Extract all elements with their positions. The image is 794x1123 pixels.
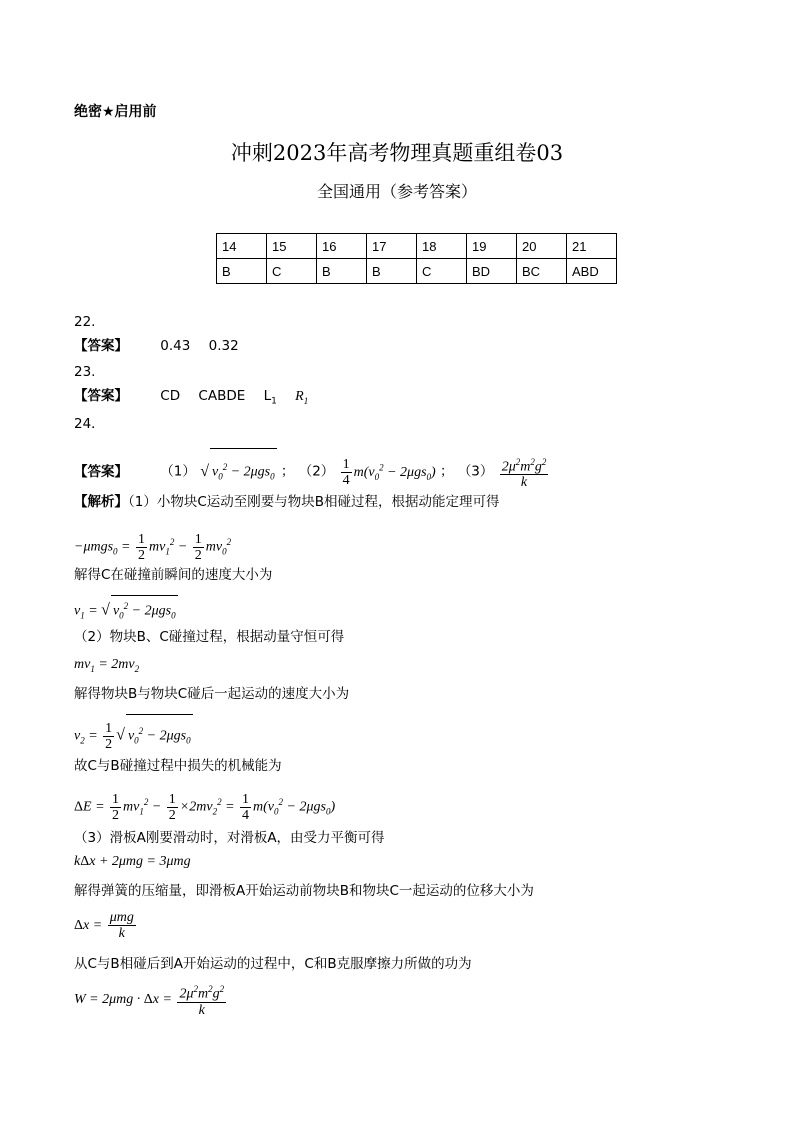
analysis-text: 从C与B相碰后到A开始运动的过程中，C和B克服摩擦力所做的功为 [74, 956, 472, 972]
q22-answer [74, 336, 239, 356]
page-title: 冲刺2023年高考物理真题重组卷03 [230, 141, 564, 165]
answer-label: 【答案】 [74, 463, 128, 480]
table-cell: BC [517, 259, 567, 284]
formula-energy: −μmgs$_0$ = $\frac{1}{2}$ $mv_1^2$ − $\frac{1}{2}$ $mv_0^2$ [74, 531, 232, 563]
table-cell: 19 [467, 234, 517, 259]
analysis-text: （3）滑板A刚要滑动时，对滑板A，由受力平衡可得 [74, 830, 385, 846]
analysis-label: 【解析】 [74, 494, 128, 510]
answer-label: 【答案】 [74, 338, 128, 354]
formula-energy-loss: ΔE = $\frac{1}{2}$ $mv_1^2$ − $\frac{1}{2}$ $\times 2mv_2^2$ = $\frac{1}{4}$ $m(v_0^2 - 2\mu gs_0)$ [74, 791, 336, 823]
table-cell: 18 [417, 234, 467, 259]
answer-label: 【答案】 [74, 388, 128, 404]
formula-v2: $v_2$ = $\frac{1}{2}$ √ $v_0^2 - 2\mu gs_0$ [74, 714, 193, 756]
formula: $\frac{2\mu^2m^2g^2}{k}$ [501, 456, 547, 491]
formula-dx: Δx = $\frac{\text{μmg}}{k}$ [74, 910, 134, 942]
q24-answer: 【答案】 （1） √ $v_0^2 - 2\mu gs_0$ ； （2） $\frac{1}{4}$ $m(v_0^2 - 2\mu gs_0)$ ； （3） $\frac{2\mu^2m^2g^2}{k}$ [74, 448, 550, 494]
q24-number: 24． [74, 416, 105, 432]
table-cell: 17 [367, 234, 417, 259]
answer-table-numbers [217, 234, 617, 259]
table-cell: 21 [567, 234, 617, 259]
table-cell: B [367, 259, 417, 284]
q23-value-1: CD [160, 388, 181, 404]
analysis-text: 解得弹簧的压缩量，即滑板A开始运动前物块B和物块C一起运动的位移大小为 [74, 883, 534, 899]
q23-value-2: CABDE [198, 388, 246, 404]
formula: √ $v_0^2 - 2\mu gs_0$ [200, 465, 276, 480]
table-cell: C [267, 259, 317, 284]
analysis-text: 故C与B碰撞过程中损失的机械能为 [74, 758, 282, 774]
table-cell: BD [467, 259, 517, 284]
page-subtitle: 全国通用（参考答案） [316, 182, 477, 201]
q23-value-3: $L_1$ [263, 388, 277, 407]
secret-marker: 绝密★启用前 [74, 104, 157, 120]
q23-answer [74, 386, 308, 412]
table-cell: B [317, 259, 367, 284]
analysis-text: 解得C在碰撞前瞬间的速度大小为 [74, 567, 273, 583]
answer-table [216, 233, 617, 284]
table-cell: B [217, 259, 267, 284]
table-cell: 14 [217, 234, 267, 259]
q22-number: 22. [74, 314, 96, 330]
analysis-text: （2）物块B、C碰撞过程，根据动量守恒可得 [74, 629, 345, 645]
table-cell: 20 [517, 234, 567, 259]
formula: $\frac{1}{4}$ $m(v_0^2 - 2\mu gs_0)$ [342, 456, 436, 488]
table-cell: 15 [267, 234, 317, 259]
answer-table-answers [217, 259, 617, 284]
q22-value-2: 0.32 [208, 338, 239, 354]
q22-value-1: 0.43 [160, 338, 191, 354]
formula-work: W = 2μmg · Δx = $\frac{2\mu^2m^2g^2}{k}$ [74, 984, 225, 1018]
formula-v1: $v_1$ = √ $v_0^2 - 2\mu gs_0$ [74, 595, 178, 625]
q23-number: 23. [74, 364, 96, 380]
q23-value-4: $R_1$ [295, 389, 309, 406]
formula-balance: kΔx + 2μmg = 3μmg [74, 854, 191, 869]
table-cell: C [417, 259, 467, 284]
table-cell: ABD [567, 259, 617, 284]
formula-momentum: $mv_1 = 2mv_2$ [74, 657, 140, 674]
table-cell: 16 [317, 234, 367, 259]
analysis-intro: 【解析】（1）小物块C运动至刚要与物块B相碰过程，根据动能定理可得 [74, 494, 500, 510]
analysis-text: 解得物块B与物块C碰后一起运动的速度大小为 [74, 686, 350, 702]
